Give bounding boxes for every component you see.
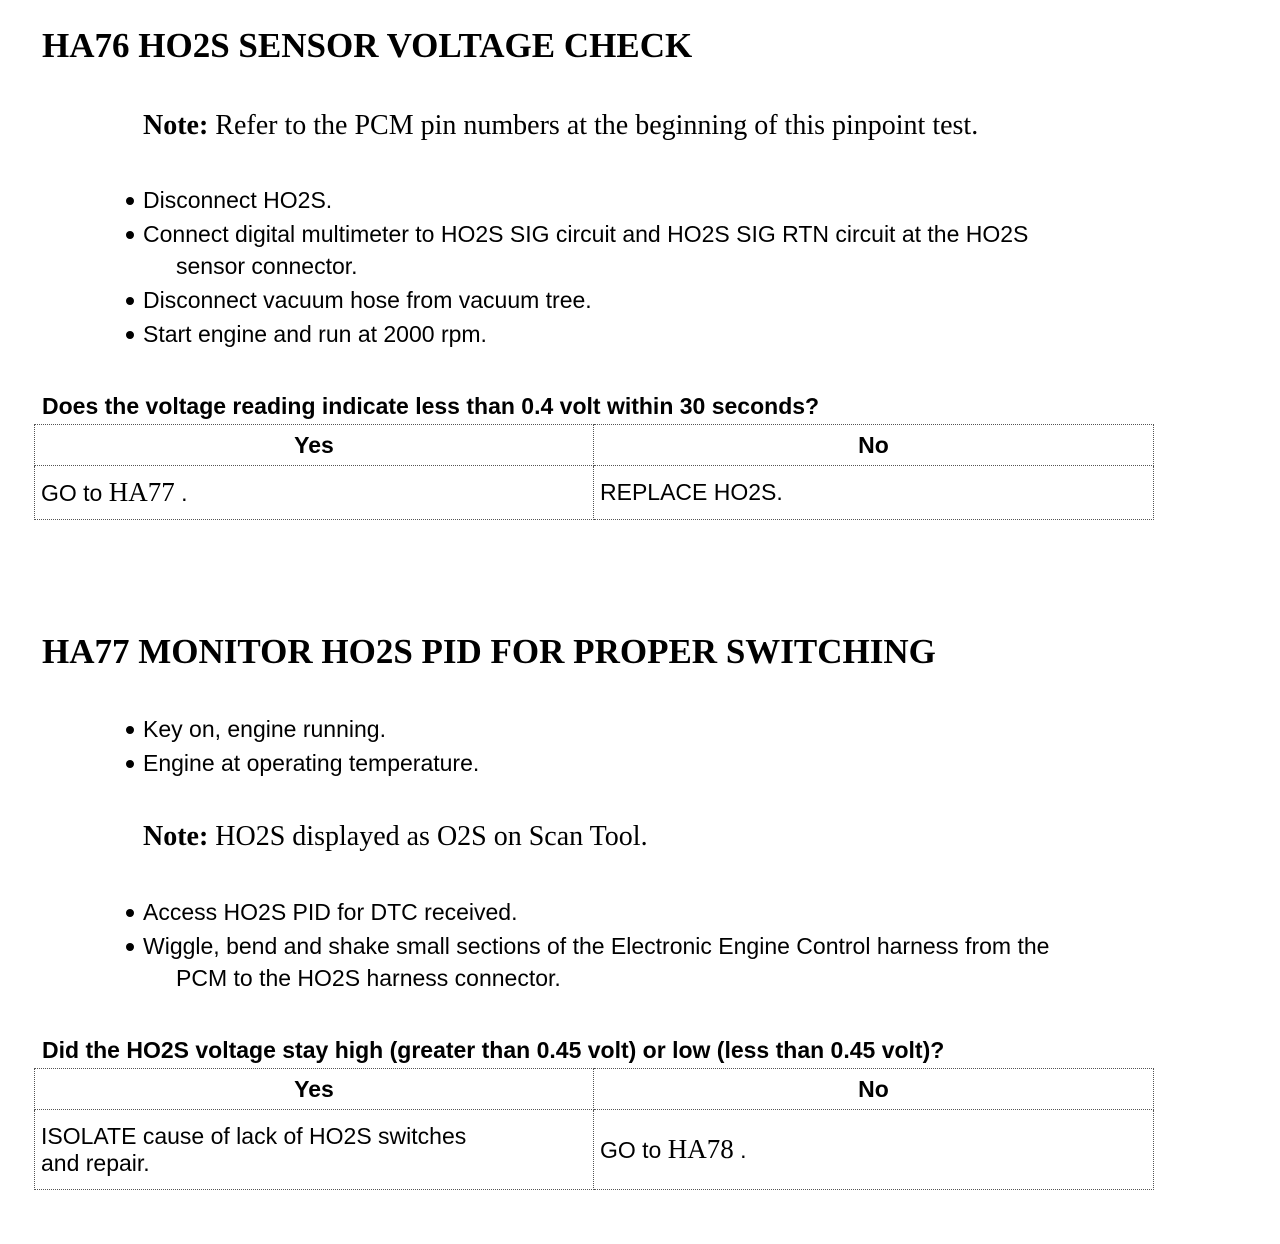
list-item: Key on, engine running. xyxy=(124,713,479,745)
note xyxy=(143,821,648,853)
note-text: HO2S displayed as O2S on Scan Tool. xyxy=(215,821,648,852)
bullet-icon xyxy=(126,331,134,339)
bullet-icon xyxy=(126,909,134,917)
yes-cell: GO to HA77 . xyxy=(35,466,594,520)
bullet-icon xyxy=(126,726,134,734)
note xyxy=(143,110,978,142)
ha78-link[interactable]: HA78 xyxy=(667,1134,734,1164)
step-list xyxy=(124,713,479,781)
no-cell: REPLACE HO2S. xyxy=(594,466,1154,520)
list-item: Access HO2S PID for DTC received. xyxy=(124,896,1049,928)
list-item: Disconnect vacuum hose from vacuum tree. xyxy=(124,284,1028,316)
question: Does the voltage reading indicate less than 0.4 volt within 30 seconds? xyxy=(42,393,820,419)
bullet-icon xyxy=(126,760,134,768)
list-item: Engine at operating temperature. xyxy=(124,747,479,779)
no-cell: GO to HA78 . xyxy=(594,1110,1154,1190)
list-item: Wiggle, bend and shake small sections of the Electronic Engine Control harness from the PCM to the HO2S harness connector. xyxy=(124,930,1049,994)
table-row xyxy=(35,1110,1154,1190)
section-heading-ha76: HA76 HO2S SENSOR VOLTAGE CHECK xyxy=(42,26,693,65)
list-item: Start engine and run at 2000 rpm. xyxy=(124,318,1028,350)
yes-no-table xyxy=(34,1068,1154,1190)
table-row xyxy=(35,466,1154,520)
table-header-row xyxy=(35,425,1154,466)
yes-header: Yes xyxy=(35,425,594,466)
step-list xyxy=(124,184,1028,352)
no-header: No xyxy=(594,425,1154,466)
bullet-icon xyxy=(126,197,134,205)
note-label: Note: xyxy=(143,821,209,852)
yes-header: Yes xyxy=(35,1069,594,1110)
note-text: Refer to the PCM pin numbers at the beginning of this pinpoint test. xyxy=(215,110,979,141)
yes-no-table xyxy=(34,424,1154,520)
table-header-row xyxy=(35,1069,1154,1110)
list-item: Connect digital multimeter to HO2S SIG circuit and HO2S SIG RTN circuit at the HO2S sensor connector. xyxy=(124,218,1028,282)
yes-cell: ISOLATE cause of lack of HO2S switches and repair. xyxy=(35,1110,594,1190)
no-header: No xyxy=(594,1069,1154,1110)
bullet-icon xyxy=(126,231,134,239)
ha77-link[interactable]: HA77 xyxy=(108,477,175,507)
section-heading-ha77: HA77 MONITOR HO2S PID FOR PROPER SWITCHING xyxy=(42,632,936,671)
bullet-icon xyxy=(126,943,134,951)
note-label: Note: xyxy=(143,110,209,141)
step-list xyxy=(124,896,1049,996)
list-item: Disconnect HO2S. xyxy=(124,184,1028,216)
question: Did the HO2S voltage stay high (greater than 0.45 volt) or low (less than 0.45 volt)? xyxy=(42,1037,945,1063)
bullet-icon xyxy=(126,297,134,305)
